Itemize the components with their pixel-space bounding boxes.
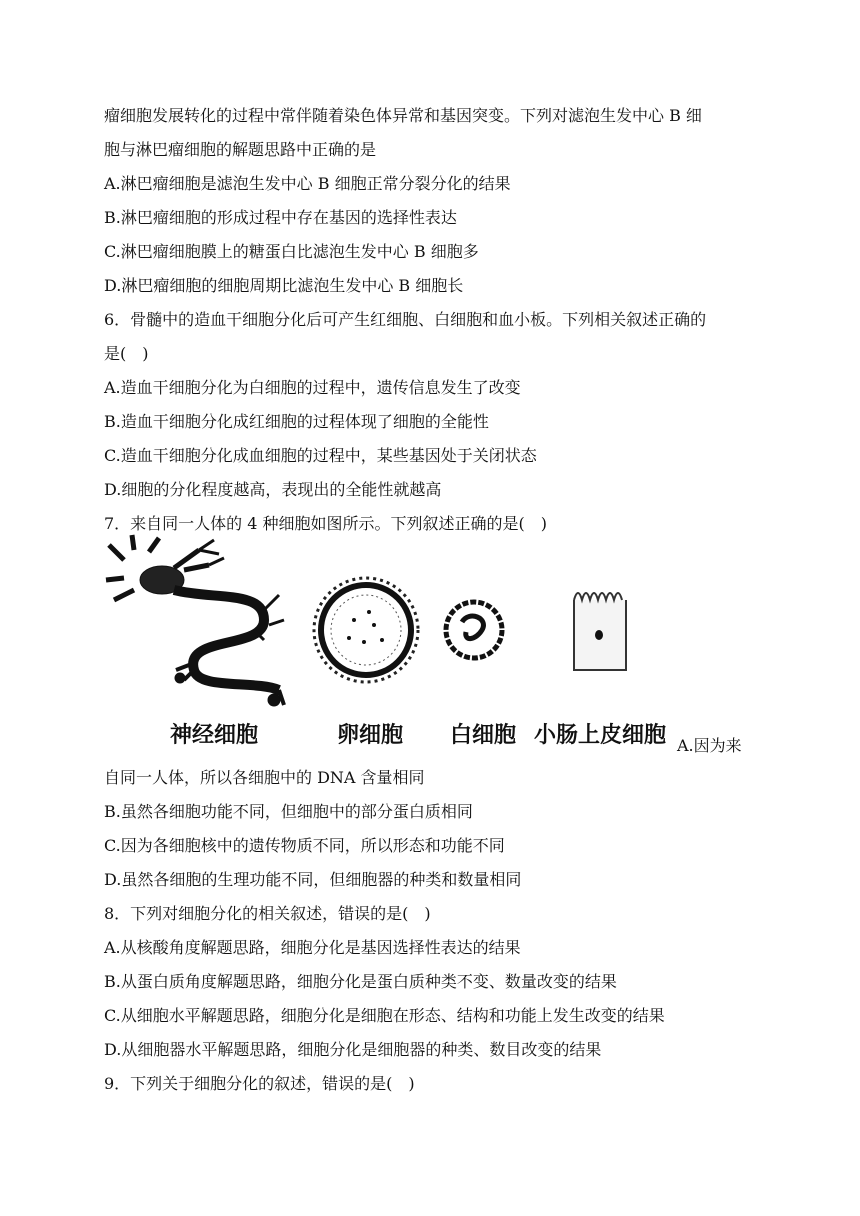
- cell-drawings: [104, 530, 684, 730]
- q5-option-c: C.淋巴瘤细胞膜上的糖蛋白比滤泡生发中心 B 细胞多: [104, 242, 479, 261]
- q6-option-d: D.细胞的分化程度越高，表现出的全能性就越高: [104, 480, 442, 499]
- q7-option-c: C.因为各细胞核中的遗传物质不同，所以形态和功能不同: [104, 836, 505, 855]
- label-neuron: 神经细胞: [170, 723, 259, 748]
- q7-option-a-start: A.因为来: [677, 736, 742, 755]
- intestinal-epithelial-cell-drawing: [574, 593, 626, 670]
- q7-option-b: B.虽然各细胞功能不同，但细胞中的部分蛋白质相同: [104, 802, 473, 821]
- q5-option-b: B.淋巴瘤细胞的形成过程中存在基因的选择性表达: [104, 208, 457, 227]
- neuron-drawing: [106, 535, 284, 706]
- q8-option-c: C.从细胞水平解题思路，细胞分化是细胞在形态、结构和功能上发生改变的结果: [104, 1006, 665, 1025]
- q7-option-a-cont: 自同一人体，所以各细胞中的 DNA 含量相同: [104, 768, 425, 787]
- text-line-2: 胞与淋巴瘤细胞的解题思路中正确的是: [104, 140, 377, 159]
- q8-stem: 8．下列对细胞分化的相关叙述，错误的是( ): [104, 904, 431, 923]
- cell-figure: [104, 530, 684, 750]
- q6-option-a: A.造血干细胞分化为白细胞的过程中，遗传信息发生了改变: [104, 378, 521, 397]
- egg-cell-drawing: [314, 578, 418, 682]
- q5-option-d: D.淋巴瘤细胞的细胞周期比滤泡生发中心 B 细胞长: [104, 276, 464, 295]
- label-egg-cell: 卵细胞: [337, 723, 404, 748]
- white-blood-cell-drawing: [446, 602, 502, 658]
- text-line-1: 瘤细胞发展转化的过程中常伴随着染色体异常和基因突变。下列对滤泡生发中心 B 细: [104, 106, 702, 125]
- q6-option-c: C.造血干细胞分化成血细胞的过程中，某些基因处于关闭状态: [104, 446, 537, 465]
- q8-option-d: D.从细胞器水平解题思路，细胞分化是细胞器的种类、数目改变的结果: [104, 1040, 602, 1059]
- label-white-blood-cell: 白细胞: [450, 723, 517, 748]
- q7-option-d: D.虽然各细胞的生理功能不同，但细胞器的种类和数量相同: [104, 870, 522, 889]
- q7-stem: 7．来自同一人体的 4 种细胞如图所示。下列叙述正确的是( ): [104, 514, 548, 533]
- q6-stem: 6．骨髓中的造血干细胞分化后可产生红细胞、白细胞和血小板。下列相关叙述正确的: [104, 310, 707, 329]
- q6-option-b: B.造血干细胞分化成红细胞的过程体现了细胞的全能性: [104, 412, 489, 431]
- q8-option-a: A.从核酸角度解题思路，细胞分化是基因选择性表达的结果: [104, 938, 521, 957]
- q8-option-b: B.从蛋白质角度解题思路，细胞分化是蛋白质种类不变、数量改变的结果: [104, 972, 617, 991]
- q9-stem: 9．下列关于细胞分化的叙述，错误的是( ): [104, 1074, 415, 1093]
- label-intestinal-cell: 小肠上皮细胞: [534, 723, 667, 748]
- q5-option-a: A.淋巴瘤细胞是滤泡生发中心 B 细胞正常分裂分化的结果: [104, 174, 511, 193]
- q6-stem-cont: 是( ): [104, 344, 149, 363]
